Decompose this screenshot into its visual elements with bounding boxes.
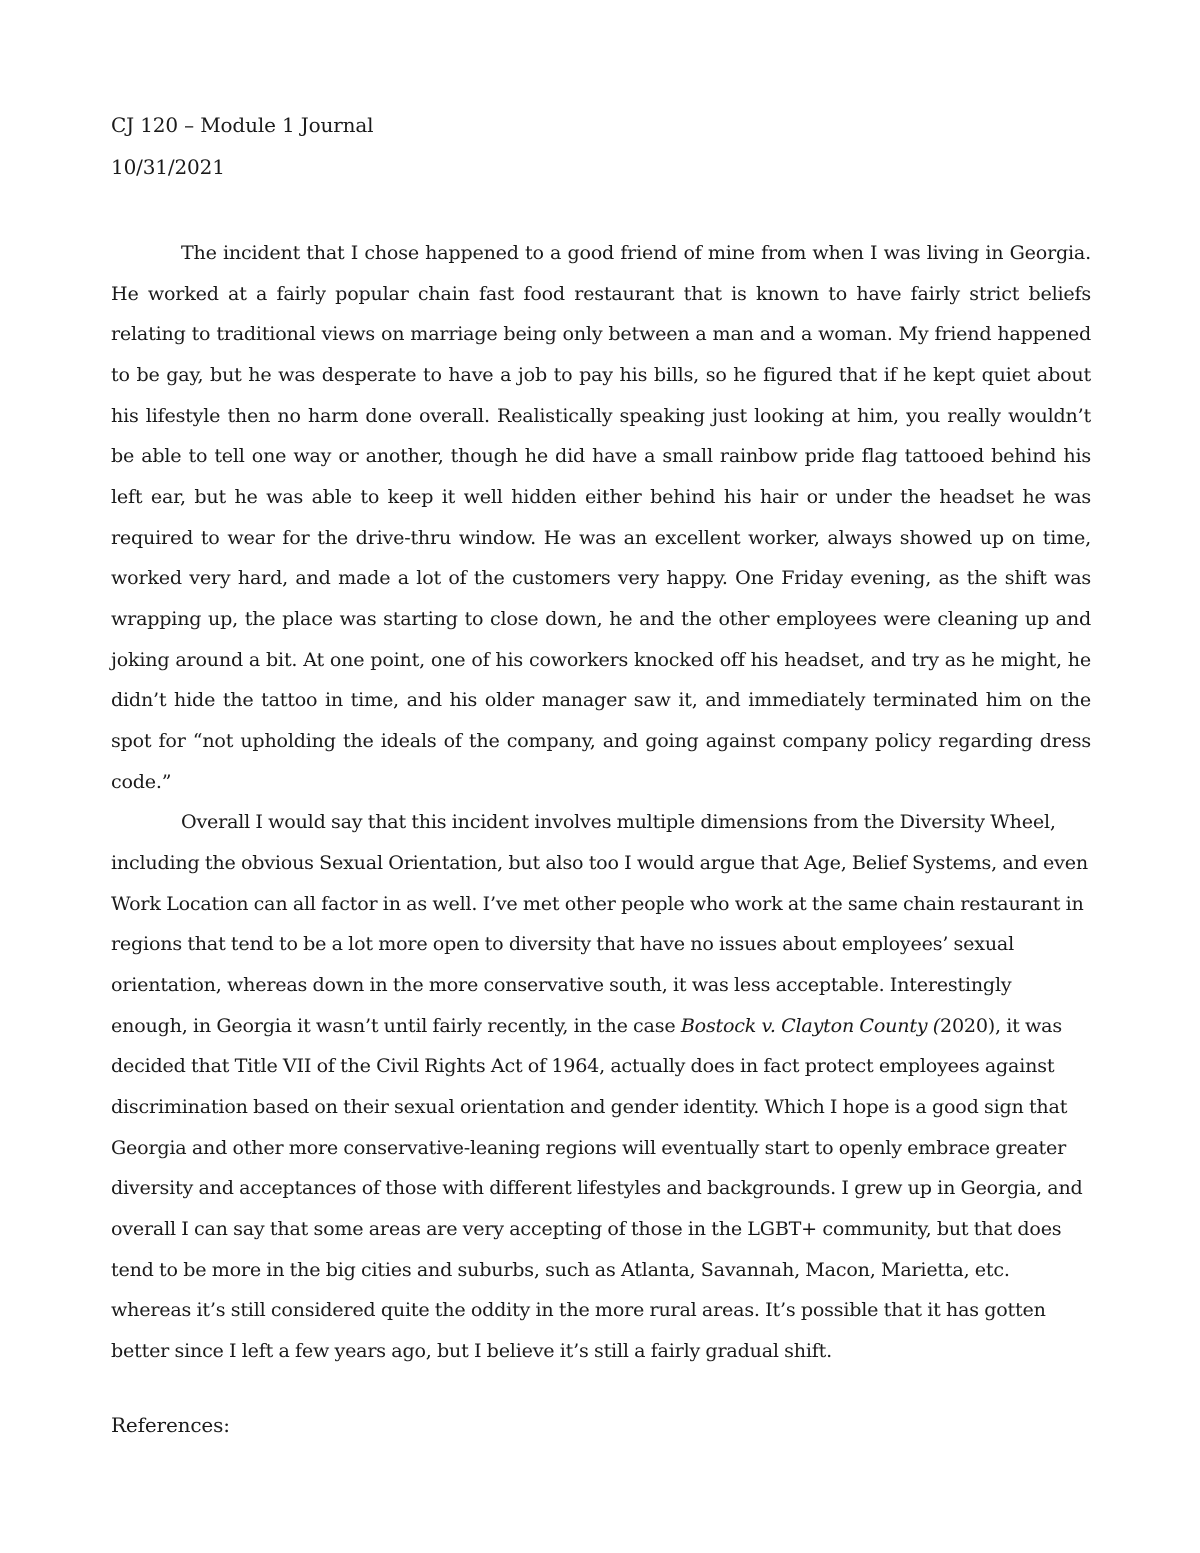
paragraph-analysis-text-2: 2020), it was decided that Title VII of the Civil Rights Act of 1964, actually does in fact protect employees against discrimination based on their sexual orientation and gender identity. Which I hope is a good sign that Georgia and other more conservative-leaning regions will eventually start to openly embrace greater diversity and acceptances of those with different lifestyles and backgrounds. I grew up in Georgia, and overall I can say that some areas are very accepting of those in the LGBT+ community, but that does tend to be more in the big cities and suburbs, such as Atlanta, Savannah, Macon, Marietta, etc. whereas it’s still considered quite the oddity in the more rural areas. It’s possible that it has gotten better since I left a few years ago, but I believe it’s still a fairly gradual shift. <box>111 1013 1083 1363</box>
course-title: CJ 120 – Module 1 Journal <box>111 113 374 137</box>
paragraph-analysis <box>111 802 1091 1371</box>
document-date: 10/31/2021 <box>111 155 225 179</box>
paragraph-analysis-text-1: Overall I would say that this incident involves multiple dimensions from the Diversity Wheel, including the obvious Sexual Orientation, but also too I would argue that Age, Belief Systems, and even Work Location can all factor in as well. I’ve met other people who work at the same chain restaurant in regions that tend to be a lot more open to diversity that have no issues about employees’ sexual orientation, whereas down in the more conservative south, it was less acceptable. Interestingly enough, in Georgia it wasn’t until fairly recently, in the case <box>111 810 1088 1037</box>
journal-body <box>111 233 1091 1372</box>
paragraph-incident: The incident that I chose happened to a good friend of mine from when I was living in Georgia. He worked at a fairly popular chain fast food restaurant that is known to have fairly strict beliefs relating to traditional views on marriage being only between a man and a woman. My friend happened to be gay, but he was desperate to have a job to pay his bills, so he figured that if he kept quiet about his lifestyle then no harm done overall. Realistically speaking just looking at him, you really wouldn’t be able to tell one way or another, though he did have a small rainbow pride flag tattooed behind his left ear, but he was able to keep it well hidden either behind his hair or under the headset he was required to wear for the drive-thru window. He was an excellent worker, always showed up on time, worked very hard, and made a lot of the customers very happy. One Friday evening, as the shift was wrapping up, the place was starting to close down, he and the other employees were cleaning up and joking around a bit. At one point, one of his coworkers knocked off his headset, and try as he might, he didn’t hide the tattoo in time, and his older manager saw it, and immediately terminated him on the spot for “not upholding the ideals of the company, and going against company policy regarding dress code.” <box>111 241 1091 793</box>
case-citation: Bostock v. Clayton County ( <box>680 1013 940 1037</box>
references-heading: References: <box>111 1413 230 1437</box>
